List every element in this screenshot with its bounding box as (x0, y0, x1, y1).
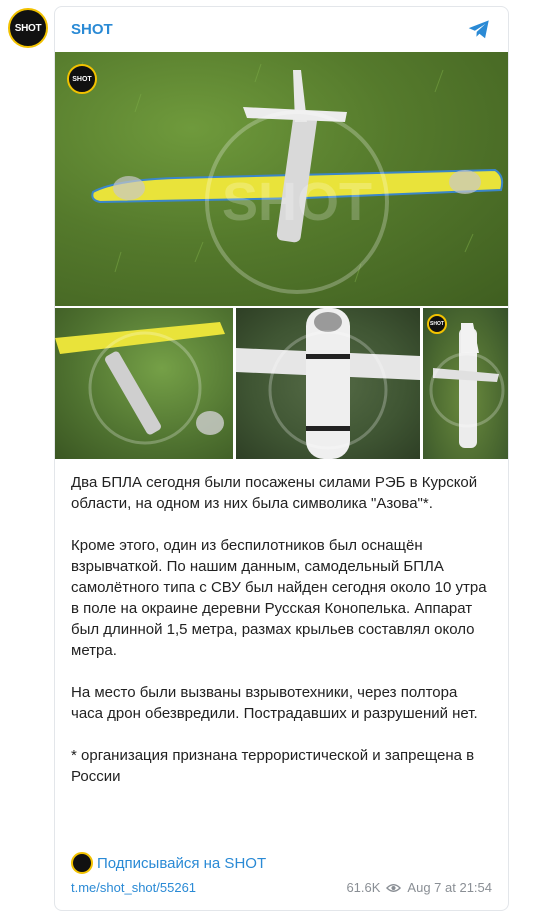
post-date[interactable]: Aug 7 at 21:54 (407, 880, 492, 895)
avatar-label: SHOT (14, 22, 42, 34)
channel-avatar[interactable] (8, 8, 48, 48)
telegram-icon[interactable] (466, 16, 492, 42)
post-link[interactable]: t.me/shot_shot/55261 (71, 880, 197, 895)
channel-name[interactable]: SHOT (71, 20, 113, 38)
photo-main[interactable] (55, 52, 509, 306)
post-paragraph: Два БПЛА сегодня были посажены силами РЭБ в Курской области, на одном из них была символика "Азова"*. (71, 474, 478, 512)
shot-logo-icon: SHOT (427, 314, 447, 334)
post-text (71, 472, 491, 808)
photo-thumb-1[interactable] (55, 308, 233, 459)
post-paragraph: На место были вызваны взрывотехники, через полтора часа дрон обезвредили. Пострадавших и разрушений нет. (71, 684, 478, 722)
views-count: 61.6K (346, 880, 381, 895)
subscribe-link[interactable] (71, 852, 266, 874)
svg-text:SHOT: SHOT (221, 172, 373, 232)
post-card (54, 6, 509, 911)
post-header (55, 7, 508, 51)
post-paragraph: Кроме этого, один из беспилотников был оснащён взрывчаткой. По нашим данным, самодельный БПЛА самолётного типа с СВУ был найден сегодня около 10 утра в поле на окраине деревни Русская Конопелька. Аппарат был длинной 1,5 метра, размах крыльев составлял около метра. (71, 537, 487, 659)
post-footer (71, 880, 492, 895)
shot-logo-icon (71, 852, 93, 874)
eye-icon (386, 883, 401, 893)
photo-thumb-2[interactable] (236, 308, 420, 459)
post-meta (346, 880, 492, 895)
subscribe-label: Подписывайся на SHOT (97, 854, 267, 872)
shot-logo-icon: SHOT (67, 64, 97, 94)
post-paragraph: * организация признана террористической и запрещена в России (71, 747, 475, 785)
photo-thumb-3[interactable] (423, 308, 509, 459)
